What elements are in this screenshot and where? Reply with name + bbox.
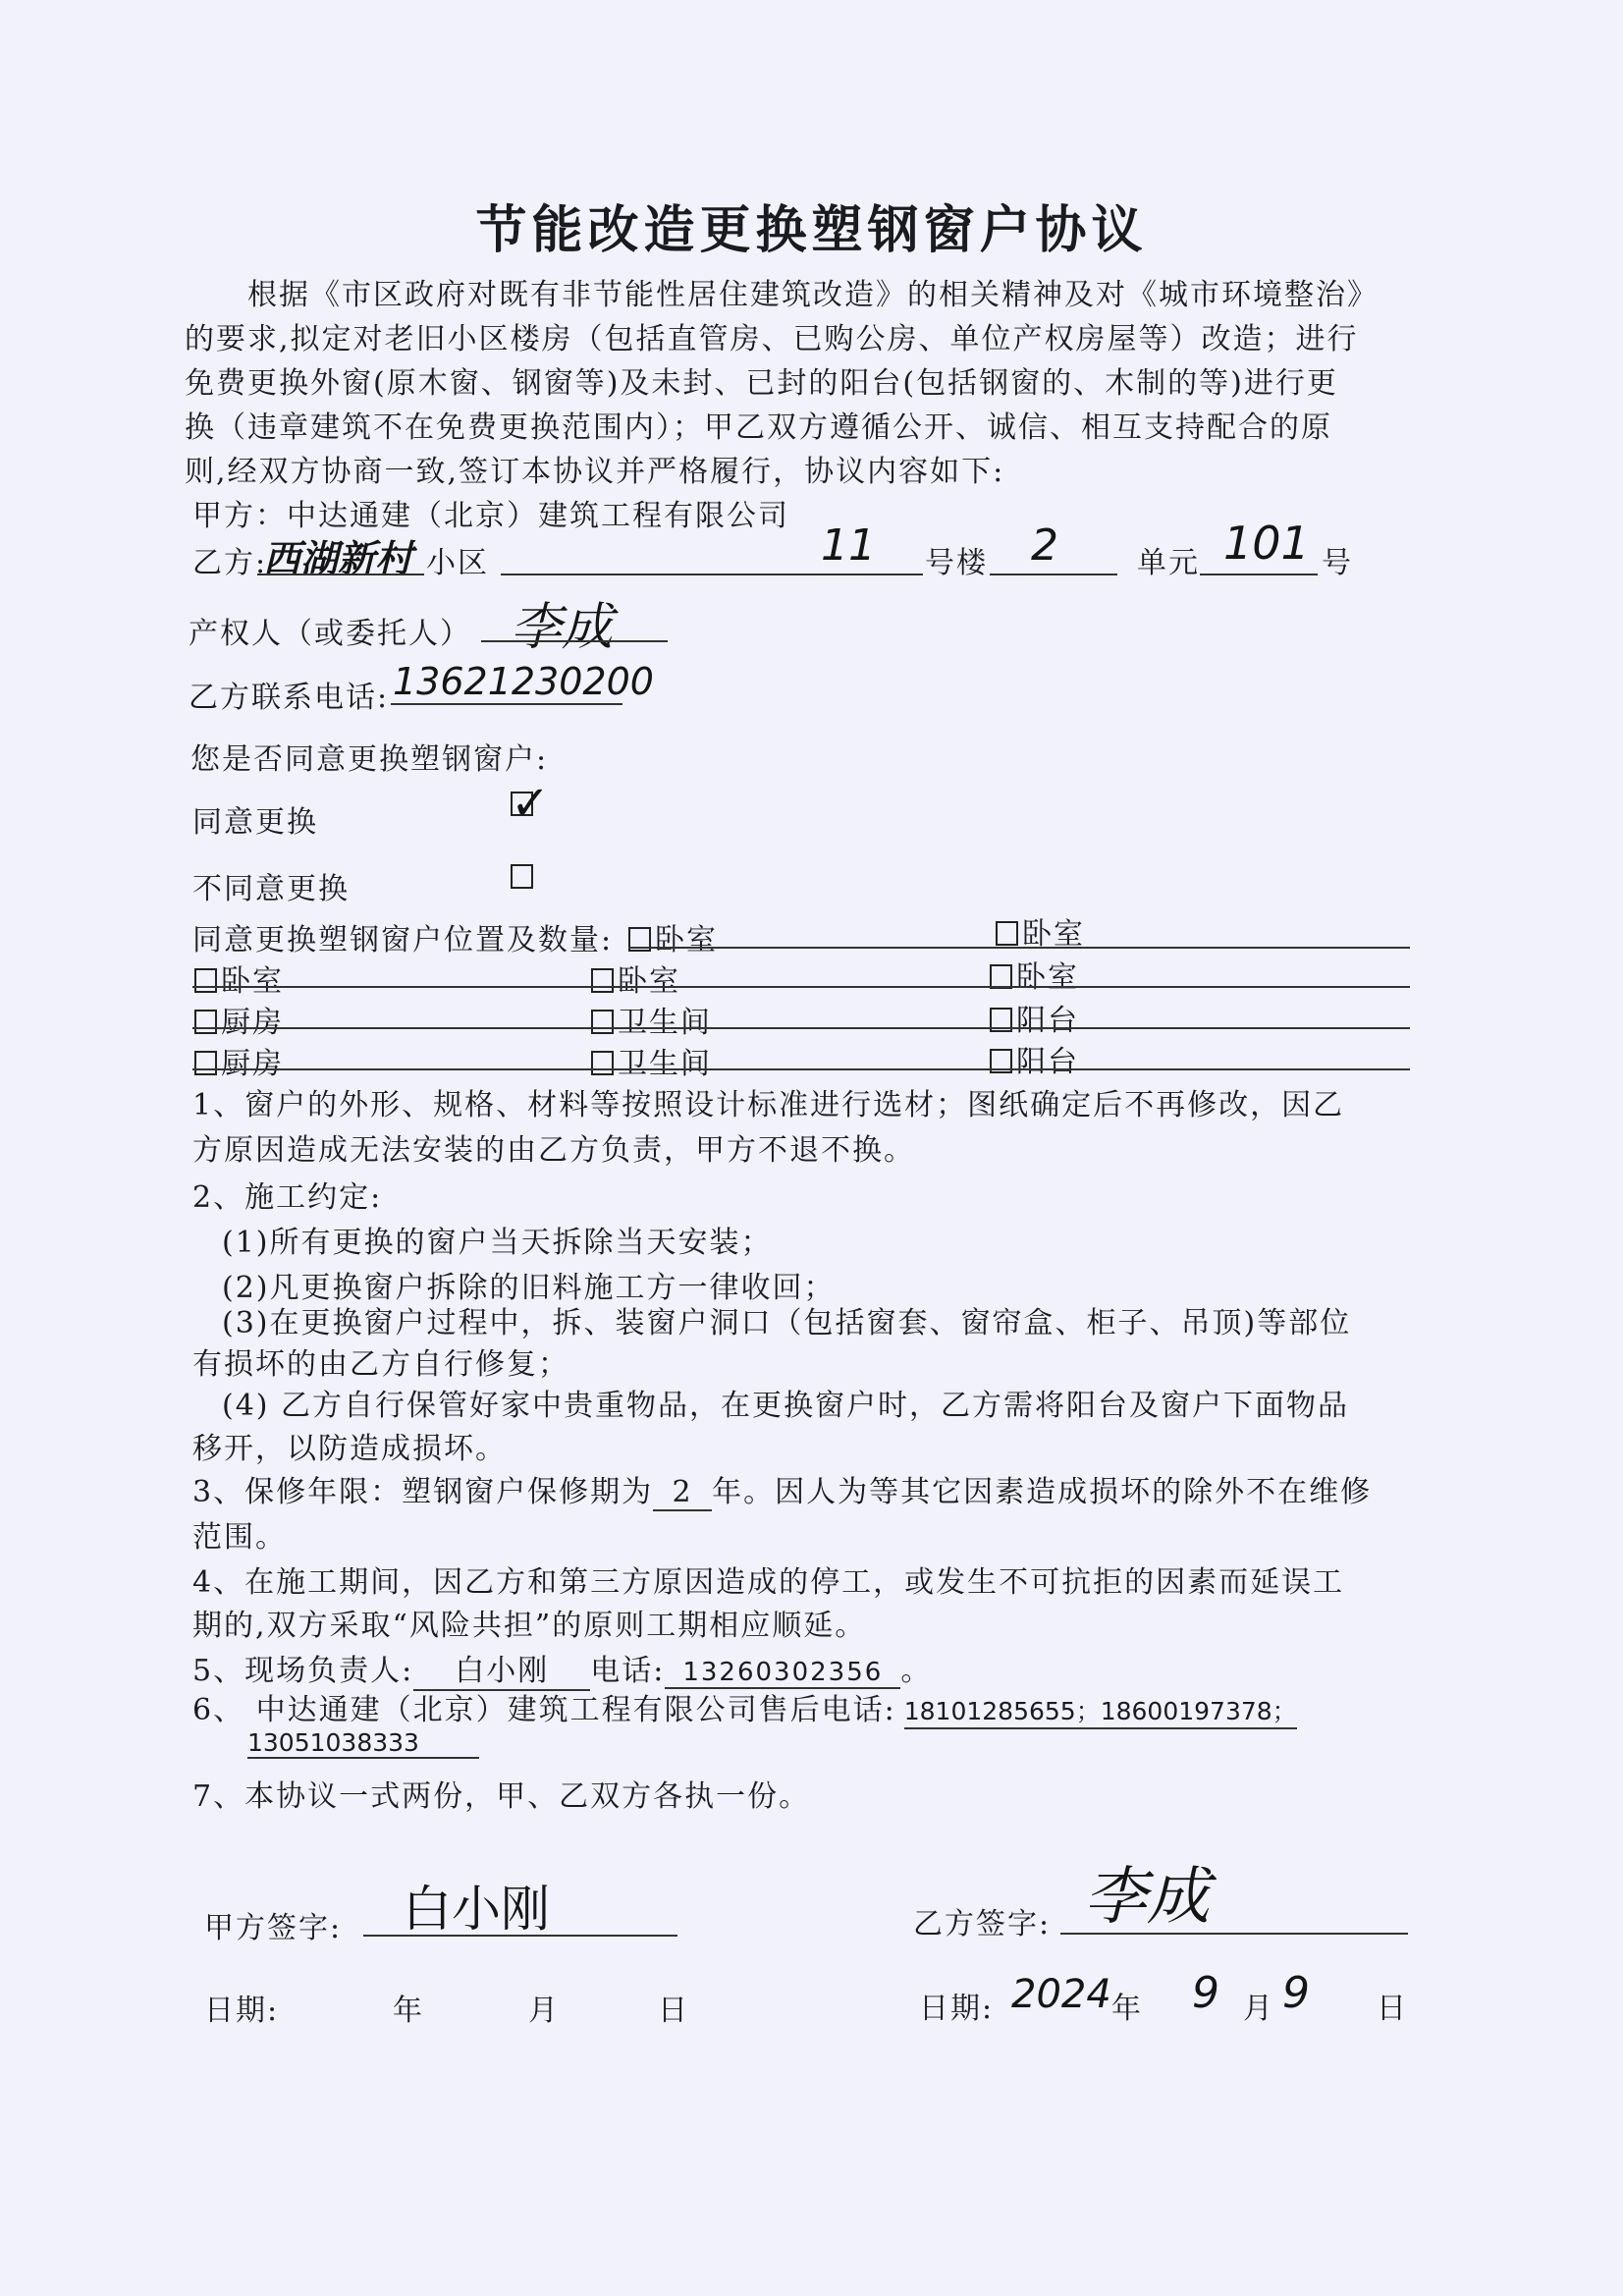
date-a-label: 日期:: [204, 1994, 280, 2028]
handwritten-building: 11: [821, 520, 876, 571]
term-7: 7、本协议一式两份，甲、乙双方各执一份。: [192, 1779, 811, 1814]
phone-underline: [391, 703, 622, 705]
term-5: 5、现场负责人: 白小刚 电话: 13260302356 。: [192, 1646, 932, 1691]
room-underline: [1200, 574, 1318, 575]
check-mark-icon: ✓: [511, 776, 551, 831]
checkbox-icon: [591, 968, 614, 993]
document-title: 节能改造更换塑钢窗户协议: [475, 200, 1148, 260]
term-4-line-1: 4、在施工期间，因乙方和第三方原因造成的停工，或发生不可抗拒的因素而延误工: [192, 1565, 1345, 1600]
date-b-year: 2024: [1011, 1972, 1111, 2017]
term-2-3-line-2: 有损坏的由乙方自行修复；: [192, 1347, 569, 1382]
date-b-year-label: 年: [1111, 1992, 1143, 2026]
term-1-line-1: 1、窗户的外形、规格、材料等按照设计标准进行选材；图纸确定后不再修改，因乙: [192, 1088, 1345, 1122]
sign-a-signature: 白小刚: [403, 1881, 550, 1938]
date-a-year-label: 年: [393, 1994, 424, 2028]
site-manager-name: 白小刚: [413, 1646, 590, 1691]
window-cell: 卫生间: [591, 998, 712, 1041]
term-2-4-line-1: (4) 乙方自行保管好家中贵重物品，在更换窗户时，乙方需将阳台及窗户下面物品: [222, 1389, 1350, 1423]
term-2: 2、施工约定:: [192, 1180, 383, 1215]
handwritten-unit: 2: [1031, 520, 1058, 571]
phone-label: 乙方联系电话:: [189, 681, 390, 715]
table-rule: [192, 1068, 1410, 1070]
window-cell: 厨房: [194, 1039, 284, 1082]
warranty-years: 2: [653, 1475, 712, 1511]
site-manager-phone: 13260302356: [665, 1658, 900, 1689]
after-sales-phone-3: 13051038333: [247, 1728, 479, 1759]
sign-b-label: 乙方签字:: [913, 1907, 1052, 1941]
building-label: 号楼: [925, 546, 988, 580]
unit-label: 单元: [1137, 546, 1200, 580]
term-1-line-2: 方原因造成无法安装的由乙方负责，甲方不退不换。: [192, 1133, 915, 1168]
agree-label: 同意更换: [192, 805, 318, 840]
intro-line-3: 免费更换外窗(原木窗、钢窗等)及未封、已封的阳台(包括钢窗的、木制的等)进行更: [185, 366, 1338, 401]
window-cell: 厨房: [194, 998, 284, 1041]
intro-line-1: 根据《市区政府对既有非节能性居住建筑改造》的相关精神及对《城市环境整治》: [247, 278, 1379, 312]
term-3-line-1: 3、保修年限：塑钢窗户保修期为 2 年。因人为等其它因素造成损坏的除外不在维修: [192, 1475, 1373, 1509]
window-cell: 卧室: [990, 953, 1079, 996]
sign-b-underline: [1060, 1933, 1408, 1935]
date-a-day-label: 日: [658, 1994, 689, 2028]
checkbox-icon: [511, 864, 533, 889]
table-rule: [628, 947, 1410, 949]
phone-value: 13621230200: [393, 660, 654, 703]
windows-label: 同意更换塑钢窗户位置及数量:: [192, 923, 614, 957]
term-2-4-line-2: 移开，以防造成损坏。: [192, 1432, 507, 1466]
intro-line-2: 的要求,拟定对老旧小区楼房（包括直管房、已购公房、单位产权房屋等）改造；进行: [185, 322, 1359, 356]
sign-a-label: 甲方签字:: [204, 1911, 343, 1945]
date-b-label: 日期:: [919, 1992, 995, 2026]
party-a: 甲方：中达通建（北京）建筑工程有限公司: [192, 499, 789, 533]
date-b-day: 9: [1282, 1968, 1310, 2018]
community-underline: [257, 574, 424, 575]
term-2-2: (2)凡更换窗户拆除的旧料施工方一律收回；: [222, 1271, 836, 1305]
window-cell: 卧室: [194, 957, 284, 1000]
checkbox-icon: [194, 1051, 217, 1075]
table-rule: [192, 986, 1410, 988]
window-cell: 卧室: [628, 915, 718, 958]
party-b-label: 乙方:: [192, 546, 268, 580]
building-underline: [501, 574, 923, 575]
checkbox-icon: [194, 1010, 217, 1034]
intro-line-5: 则,经双方协商一致,签订本协议并严格履行，协议内容如下:: [185, 455, 1005, 489]
checkbox-icon: [591, 1051, 614, 1075]
community-suffix: 小区: [426, 546, 489, 580]
window-cell: 卧室: [996, 909, 1085, 953]
checkbox-icon: [591, 1010, 614, 1034]
term-3-line-2: 范围。: [192, 1520, 287, 1555]
window-cell: 卫生间: [591, 1039, 712, 1082]
sign-b-signature: 李成: [1084, 1861, 1210, 1934]
date-b-month: 9: [1192, 1968, 1219, 2018]
sign-a-underline: [363, 1935, 677, 1937]
window-cell: 卧室: [591, 957, 680, 1000]
agree-question: 您是否同意更换塑钢窗户:: [190, 742, 549, 777]
owner-signature: 李成: [511, 598, 614, 657]
handwritten-community: 西湖新村: [263, 537, 413, 580]
checkbox-icon: [996, 921, 1018, 946]
owner-label: 产权人（或委托人）: [189, 617, 471, 651]
intro-line-4: 换（违章建筑不在免费更换范围内）；甲乙双方遵循公开、诚信、相互支持配合的原: [185, 410, 1332, 445]
term-6-line-1: 6、 中达通建（北京）建筑工程有限公司售后电话: 18101285655；18600197378；: [192, 1693, 1297, 1727]
table-rule: [192, 1027, 1410, 1029]
disagree-checkbox[interactable]: [511, 864, 537, 891]
room-label: 号: [1322, 546, 1353, 580]
window-cell: 阳台: [990, 996, 1079, 1039]
owner-underline: [481, 640, 668, 642]
handwritten-room: 101: [1223, 517, 1310, 570]
date-b-month-label: 月: [1243, 1992, 1274, 2026]
date-b-day-label: 日: [1377, 1992, 1408, 2026]
disagree-label: 不同意更换: [192, 872, 350, 906]
checkbox-icon: [194, 968, 217, 993]
term-4-line-2: 期的,双方采取“风险共担”的原则工期相应顺延。: [192, 1609, 867, 1643]
window-cell: 阳台: [990, 1037, 1079, 1080]
after-sales-phones: 18101285655；18600197378；: [904, 1692, 1297, 1729]
unit-underline: [990, 574, 1117, 575]
term-2-1: (1)所有更换的窗户当天拆除当天安装；: [222, 1226, 773, 1260]
term-2-3-line-1: (3)在更换窗户过程中，拆、装窗户洞口（包括窗套、窗帘盒、柜子、吊顶)等部位: [222, 1306, 1352, 1340]
date-a-month-label: 月: [528, 1994, 560, 2028]
